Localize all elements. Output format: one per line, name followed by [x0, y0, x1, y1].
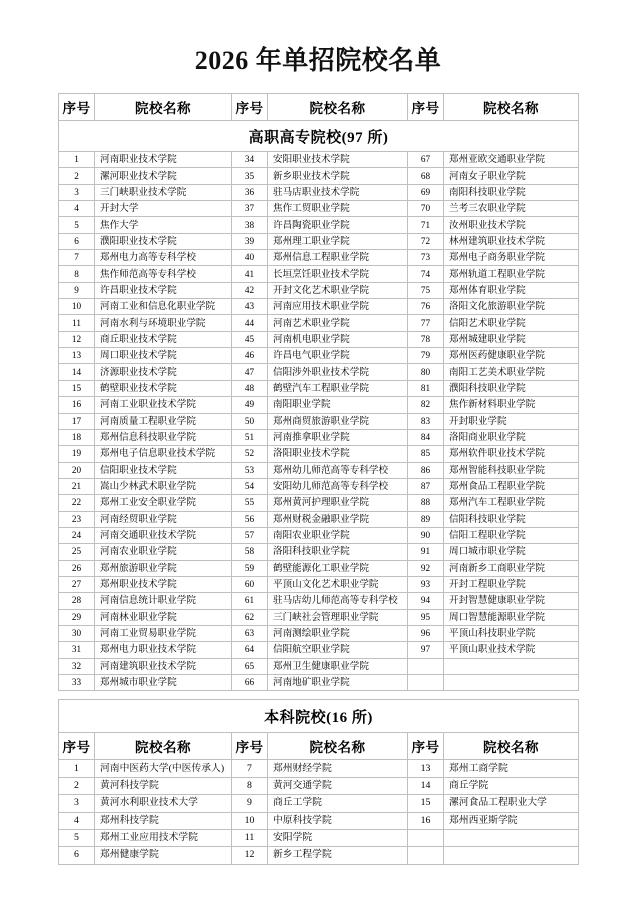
cell-index: 61	[232, 593, 268, 609]
cell-school-name: 河南测绘职业学院	[268, 625, 408, 641]
cell-school-name: 郑州软件职业技术学院	[444, 446, 579, 462]
table-row	[59, 446, 579, 462]
cell-school-name	[444, 829, 579, 846]
undergraduate-table-body	[59, 700, 579, 864]
cell-school-name: 开封职业学院	[444, 413, 579, 429]
cell-index: 2	[59, 777, 95, 794]
cell-school-name: 南阳科技职业学院	[444, 184, 579, 200]
cell-school-name: 安阳职业技术学院	[268, 152, 408, 168]
column-header-index-2-ug: 序号	[232, 733, 268, 760]
table-row	[59, 495, 579, 511]
cell-school-name: 南阳工艺美术职业学院	[444, 364, 579, 380]
table-row	[59, 299, 579, 315]
cell-school-name: 郑州食品工程职业学院	[444, 478, 579, 494]
cell-school-name: 濮阳职业技术学院	[95, 233, 232, 249]
cell-school-name: 商丘学院	[444, 777, 579, 794]
cell-school-name: 周口智慧能源职业学院	[444, 609, 579, 625]
cell-school-name: 郑州亚欧交通职业学院	[444, 152, 579, 168]
cell-index	[408, 847, 444, 864]
cell-school-name: 河南建筑职业技术学院	[95, 658, 232, 674]
column-header-name-1: 院校名称	[95, 94, 232, 121]
cell-school-name: 郑州商贸旅游职业学院	[268, 413, 408, 429]
cell-school-name: 信阳涉外职业技术学院	[268, 364, 408, 380]
cell-index	[408, 658, 444, 674]
cell-index: 47	[232, 364, 268, 380]
cell-index: 97	[408, 642, 444, 658]
cell-index: 86	[408, 462, 444, 478]
table-row	[59, 397, 579, 413]
cell-index: 11	[232, 829, 268, 846]
cell-school-name: 河南地矿职业学院	[268, 675, 408, 691]
cell-school-name: 黄河科技学院	[95, 777, 232, 794]
cell-school-name: 郑州黄河护理职业学院	[268, 495, 408, 511]
cell-index: 17	[59, 413, 95, 429]
section-heading-row-undergraduate	[59, 700, 579, 733]
cell-index: 39	[232, 233, 268, 249]
cell-index: 67	[408, 152, 444, 168]
cell-school-name: 焦作新材料职业学院	[444, 397, 579, 413]
cell-index: 54	[232, 478, 268, 494]
cell-index: 80	[408, 364, 444, 380]
cell-index: 57	[232, 527, 268, 543]
cell-school-name: 焦作大学	[95, 217, 232, 233]
table-row	[59, 812, 579, 829]
cell-school-name: 河南应用技术职业学院	[268, 299, 408, 315]
cell-index: 74	[408, 266, 444, 282]
cell-school-name: 洛阳职业技术学院	[268, 446, 408, 462]
cell-school-name: 平顶山科技职业学院	[444, 625, 579, 641]
cell-index: 20	[59, 462, 95, 478]
cell-school-name: 商丘工学院	[268, 795, 408, 812]
cell-index: 35	[232, 168, 268, 184]
cell-index: 58	[232, 544, 268, 560]
cell-index: 31	[59, 642, 95, 658]
cell-school-name: 河南质量工程职业学院	[95, 413, 232, 429]
cell-index: 88	[408, 495, 444, 511]
vocational-section	[58, 93, 578, 691]
table-row	[59, 576, 579, 592]
column-header-name-2: 院校名称	[268, 94, 408, 121]
cell-index: 22	[59, 495, 95, 511]
cell-school-name: 信阳艺术职业学院	[444, 315, 579, 331]
cell-index: 9	[59, 282, 95, 298]
cell-school-name: 开封智慧健康职业学院	[444, 593, 579, 609]
cell-index: 7	[232, 760, 268, 777]
table-row	[59, 282, 579, 298]
table-row	[59, 364, 579, 380]
cell-index: 28	[59, 593, 95, 609]
cell-index: 9	[232, 795, 268, 812]
cell-school-name: 河南机电职业学院	[268, 331, 408, 347]
cell-index: 40	[232, 250, 268, 266]
cell-index: 8	[232, 777, 268, 794]
cell-index: 78	[408, 331, 444, 347]
table-row	[59, 593, 579, 609]
cell-index: 16	[59, 397, 95, 413]
cell-school-name: 洛阳文化旅游职业学院	[444, 299, 579, 315]
table-row	[59, 560, 579, 576]
cell-index: 27	[59, 576, 95, 592]
cell-index: 26	[59, 560, 95, 576]
cell-index: 15	[408, 795, 444, 812]
cell-school-name: 平顶山文化艺术职业学院	[268, 576, 408, 592]
column-header-name-3: 院校名称	[444, 94, 579, 121]
column-header-index-3-ug: 序号	[408, 733, 444, 760]
cell-school-name: 河南职业技术学院	[95, 152, 232, 168]
cell-school-name: 河南信息统计职业学院	[95, 593, 232, 609]
cell-index: 93	[408, 576, 444, 592]
cell-index: 51	[232, 429, 268, 445]
cell-index: 94	[408, 593, 444, 609]
cell-school-name: 汝州职业技术学院	[444, 217, 579, 233]
cell-index: 19	[59, 446, 95, 462]
cell-school-name: 郑州财经学院	[268, 760, 408, 777]
cell-index: 84	[408, 429, 444, 445]
cell-index: 53	[232, 462, 268, 478]
cell-index: 11	[59, 315, 95, 331]
cell-school-name: 郑州职业技术学院	[95, 576, 232, 592]
table-row	[59, 658, 579, 674]
cell-school-name: 郑州体育职业学院	[444, 282, 579, 298]
cell-school-name: 濮阳科技职业学院	[444, 380, 579, 396]
cell-school-name: 信阳工程职业学院	[444, 527, 579, 543]
table-row	[59, 544, 579, 560]
cell-school-name: 长垣烹饪职业技术学院	[268, 266, 408, 282]
cell-index: 18	[59, 429, 95, 445]
cell-school-name: 郑州工业安全职业学院	[95, 495, 232, 511]
cell-school-name: 郑州汽车工程职业学院	[444, 495, 579, 511]
cell-index: 96	[408, 625, 444, 641]
cell-index: 16	[408, 812, 444, 829]
cell-index: 30	[59, 625, 95, 641]
cell-index: 43	[232, 299, 268, 315]
cell-school-name: 中原科技学院	[268, 812, 408, 829]
table-row	[59, 233, 579, 249]
cell-index: 73	[408, 250, 444, 266]
cell-index: 46	[232, 348, 268, 364]
cell-index	[408, 829, 444, 846]
cell-index: 41	[232, 266, 268, 282]
cell-index: 82	[408, 397, 444, 413]
cell-index: 29	[59, 609, 95, 625]
cell-school-name: 商丘职业技术学院	[95, 331, 232, 347]
cell-index: 60	[232, 576, 268, 592]
cell-index: 69	[408, 184, 444, 200]
cell-index: 37	[232, 201, 268, 217]
table-row	[59, 315, 579, 331]
cell-index: 1	[59, 760, 95, 777]
cell-school-name: 鹤壁职业技术学院	[95, 380, 232, 396]
table-row	[59, 527, 579, 543]
cell-school-name: 鹤壁能源化工职业学院	[268, 560, 408, 576]
cell-school-name: 周口职业技术学院	[95, 348, 232, 364]
vocational-table	[58, 93, 579, 691]
page-title: 2026 年单招院校名单	[194, 46, 442, 75]
cell-index: 72	[408, 233, 444, 249]
cell-school-name	[444, 847, 579, 864]
cell-school-name: 驻马店幼儿师范高等专科学校	[268, 593, 408, 609]
cell-index	[408, 675, 444, 691]
cell-school-name: 河南林业职业学院	[95, 609, 232, 625]
table-row	[59, 413, 579, 429]
cell-school-name: 郑州轨道工程职业学院	[444, 266, 579, 282]
table-row	[59, 511, 579, 527]
cell-school-name: 济源职业技术学院	[95, 364, 232, 380]
table-row	[59, 829, 579, 846]
cell-school-name: 郑州信息科技职业学院	[95, 429, 232, 445]
cell-index: 3	[59, 184, 95, 200]
cell-school-name: 许昌职业技术学院	[95, 282, 232, 298]
cell-index: 92	[408, 560, 444, 576]
cell-school-name: 郑州西亚斯学院	[444, 812, 579, 829]
cell-school-name: 郑州城建职业学院	[444, 331, 579, 347]
cell-index: 55	[232, 495, 268, 511]
table-row	[59, 331, 579, 347]
cell-school-name: 郑州城市职业学院	[95, 675, 232, 691]
column-header-index-1-ug: 序号	[59, 733, 95, 760]
cell-index: 95	[408, 609, 444, 625]
table-header-row	[59, 94, 579, 121]
cell-index: 12	[59, 331, 95, 347]
cell-school-name: 三门峡社会管理职业学院	[268, 609, 408, 625]
cell-index: 8	[59, 266, 95, 282]
cell-index: 13	[408, 760, 444, 777]
cell-index: 75	[408, 282, 444, 298]
table-row	[59, 380, 579, 396]
cell-school-name: 河南交通职业技术学院	[95, 527, 232, 543]
cell-school-name: 郑州幼儿师范高等专科学校	[268, 462, 408, 478]
cell-school-name: 信阳职业技术学院	[95, 462, 232, 478]
column-header-index-2: 序号	[232, 94, 268, 121]
cell-index: 64	[232, 642, 268, 658]
cell-school-name: 河南推拿职业学院	[268, 429, 408, 445]
cell-index: 4	[59, 812, 95, 829]
cell-school-name: 兰考三农职业学院	[444, 201, 579, 217]
cell-school-name	[444, 675, 579, 691]
cell-school-name: 郑州卫生健康职业学院	[268, 658, 408, 674]
cell-school-name: 郑州医药健康职业学院	[444, 348, 579, 364]
section-heading-row	[59, 121, 579, 152]
cell-index: 3	[59, 795, 95, 812]
cell-school-name: 郑州财税金融职业学院	[268, 511, 408, 527]
cell-school-name: 河南新乡工商职业学院	[444, 560, 579, 576]
cell-index: 6	[59, 233, 95, 249]
table-row	[59, 217, 579, 233]
cell-index: 83	[408, 413, 444, 429]
cell-school-name: 南阳职业学院	[268, 397, 408, 413]
cell-school-name: 河南农业职业学院	[95, 544, 232, 560]
cell-school-name: 河南经贸职业学院	[95, 511, 232, 527]
cell-school-name: 河南中医药大学(中医传承人)	[95, 760, 232, 777]
cell-school-name: 漯河食品工程职业大学	[444, 795, 579, 812]
cell-index: 15	[59, 380, 95, 396]
cell-school-name: 郑州电子信息职业技术学院	[95, 446, 232, 462]
section-heading-vocational: 高职高专院校(97 所)	[59, 121, 579, 152]
cell-school-name	[444, 658, 579, 674]
cell-school-name: 三门峡职业技术学院	[95, 184, 232, 200]
cell-school-name: 漯河职业技术学院	[95, 168, 232, 184]
cell-school-name: 驻马店职业技术学院	[268, 184, 408, 200]
cell-school-name: 黄河交通学院	[268, 777, 408, 794]
cell-index: 91	[408, 544, 444, 560]
cell-school-name: 周口城市职业学院	[444, 544, 579, 560]
table-row	[59, 266, 579, 282]
cell-index: 33	[59, 675, 95, 691]
cell-school-name: 郑州旅游职业学院	[95, 560, 232, 576]
cell-school-name: 开封文化艺术职业学院	[268, 282, 408, 298]
table-row	[59, 429, 579, 445]
cell-index: 70	[408, 201, 444, 217]
cell-school-name: 河南水利与环境职业学院	[95, 315, 232, 331]
cell-index: 71	[408, 217, 444, 233]
cell-index: 90	[408, 527, 444, 543]
vocational-table-body	[59, 121, 579, 691]
cell-school-name: 信阳航空职业学院	[268, 642, 408, 658]
cell-index: 6	[59, 847, 95, 864]
column-header-name-2-ug: 院校名称	[268, 733, 408, 760]
cell-index: 76	[408, 299, 444, 315]
cell-school-name: 河南工业职业技术学院	[95, 397, 232, 413]
cell-index: 89	[408, 511, 444, 527]
cell-school-name: 开封工程职业学院	[444, 576, 579, 592]
column-header-index-3: 序号	[408, 94, 444, 121]
cell-index: 50	[232, 413, 268, 429]
cell-school-name: 河南艺术职业学院	[268, 315, 408, 331]
table-row	[59, 760, 579, 777]
cell-school-name: 焦作工贸职业学院	[268, 201, 408, 217]
cell-index: 14	[408, 777, 444, 794]
cell-school-name: 郑州智能科技职业学院	[444, 462, 579, 478]
cell-school-name: 洛阳商业职业学院	[444, 429, 579, 445]
cell-index: 85	[408, 446, 444, 462]
table-row	[59, 184, 579, 200]
cell-school-name: 郑州科技学院	[95, 812, 232, 829]
cell-school-name: 河南工业贸易职业学院	[95, 625, 232, 641]
table-row	[59, 152, 579, 168]
cell-school-name: 郑州理工职业学院	[268, 233, 408, 249]
cell-school-name: 林州建筑职业技术学院	[444, 233, 579, 249]
cell-index: 10	[232, 812, 268, 829]
cell-index: 36	[232, 184, 268, 200]
cell-school-name: 郑州电力高等专科学校	[95, 250, 232, 266]
cell-school-name: 许昌陶瓷职业学院	[268, 217, 408, 233]
undergraduate-table	[58, 699, 579, 864]
cell-school-name: 郑州电力职业技术学院	[95, 642, 232, 658]
cell-index: 44	[232, 315, 268, 331]
cell-school-name: 河南工业和信息化职业学院	[95, 299, 232, 315]
cell-index: 59	[232, 560, 268, 576]
cell-index: 21	[59, 478, 95, 494]
cell-index: 7	[59, 250, 95, 266]
cell-index: 34	[232, 152, 268, 168]
column-header-name-1-ug: 院校名称	[95, 733, 232, 760]
cell-school-name: 郑州信息工程职业学院	[268, 250, 408, 266]
cell-index: 24	[59, 527, 95, 543]
cell-index: 5	[59, 829, 95, 846]
cell-index: 2	[59, 168, 95, 184]
cell-school-name: 焦作师范高等专科学校	[95, 266, 232, 282]
cell-index: 45	[232, 331, 268, 347]
table-row	[59, 168, 579, 184]
cell-school-name: 新乡工程学院	[268, 847, 408, 864]
cell-school-name: 信阳科技职业学院	[444, 511, 579, 527]
cell-index: 25	[59, 544, 95, 560]
table-row	[59, 201, 579, 217]
cell-school-name: 安阳幼儿师范高等专科学校	[268, 478, 408, 494]
cell-index: 38	[232, 217, 268, 233]
table-row	[59, 777, 579, 794]
cell-school-name: 南阳农业职业学院	[268, 527, 408, 543]
cell-school-name: 河南女子职业学院	[444, 168, 579, 184]
cell-school-name: 郑州工商学院	[444, 760, 579, 777]
cell-school-name: 许昌电气职业学院	[268, 348, 408, 364]
cell-school-name: 新乡职业技术学院	[268, 168, 408, 184]
cell-index: 4	[59, 201, 95, 217]
cell-school-name: 开封大学	[95, 201, 232, 217]
cell-index: 56	[232, 511, 268, 527]
table-row	[59, 625, 579, 641]
table-row	[59, 847, 579, 864]
cell-index: 14	[59, 364, 95, 380]
cell-school-name: 鹤壁汽车工程职业学院	[268, 380, 408, 396]
section-spacer	[0, 691, 636, 699]
undergraduate-section	[58, 699, 578, 864]
table-row	[59, 795, 579, 812]
table-row	[59, 478, 579, 494]
cell-index: 49	[232, 397, 268, 413]
cell-index: 23	[59, 511, 95, 527]
table-row	[59, 609, 579, 625]
table-row	[59, 348, 579, 364]
cell-school-name: 嵩山少林武术职业学院	[95, 478, 232, 494]
cell-index: 66	[232, 675, 268, 691]
cell-school-name: 洛阳科技职业学院	[268, 544, 408, 560]
cell-index: 32	[59, 658, 95, 674]
cell-school-name: 黄河水利职业技术大学	[95, 795, 232, 812]
section-heading-undergraduate: 本科院校(16 所)	[59, 700, 579, 733]
cell-index: 77	[408, 315, 444, 331]
cell-school-name: 安阳学院	[268, 829, 408, 846]
cell-index: 42	[232, 282, 268, 298]
column-header-name-3-ug: 院校名称	[444, 733, 579, 760]
cell-index: 62	[232, 609, 268, 625]
cell-index: 68	[408, 168, 444, 184]
table-row	[59, 250, 579, 266]
cell-index: 79	[408, 348, 444, 364]
cell-school-name: 郑州电子商务职业学院	[444, 250, 579, 266]
cell-index: 63	[232, 625, 268, 641]
cell-index: 52	[232, 446, 268, 462]
cell-index: 13	[59, 348, 95, 364]
cell-index: 5	[59, 217, 95, 233]
table-header-row-undergraduate	[59, 733, 579, 760]
cell-index: 65	[232, 658, 268, 674]
table-row	[59, 642, 579, 658]
cell-index: 87	[408, 478, 444, 494]
cell-index: 10	[59, 299, 95, 315]
cell-index: 48	[232, 380, 268, 396]
cell-index: 12	[232, 847, 268, 864]
column-header-index-1: 序号	[59, 94, 95, 121]
cell-school-name: 郑州工业应用技术学院	[95, 829, 232, 846]
table-row	[59, 462, 579, 478]
cell-school-name: 郑州健康学院	[95, 847, 232, 864]
table-row	[59, 675, 579, 691]
cell-index: 1	[59, 152, 95, 168]
cell-school-name: 平顶山职业技术学院	[444, 642, 579, 658]
cell-index: 81	[408, 380, 444, 396]
